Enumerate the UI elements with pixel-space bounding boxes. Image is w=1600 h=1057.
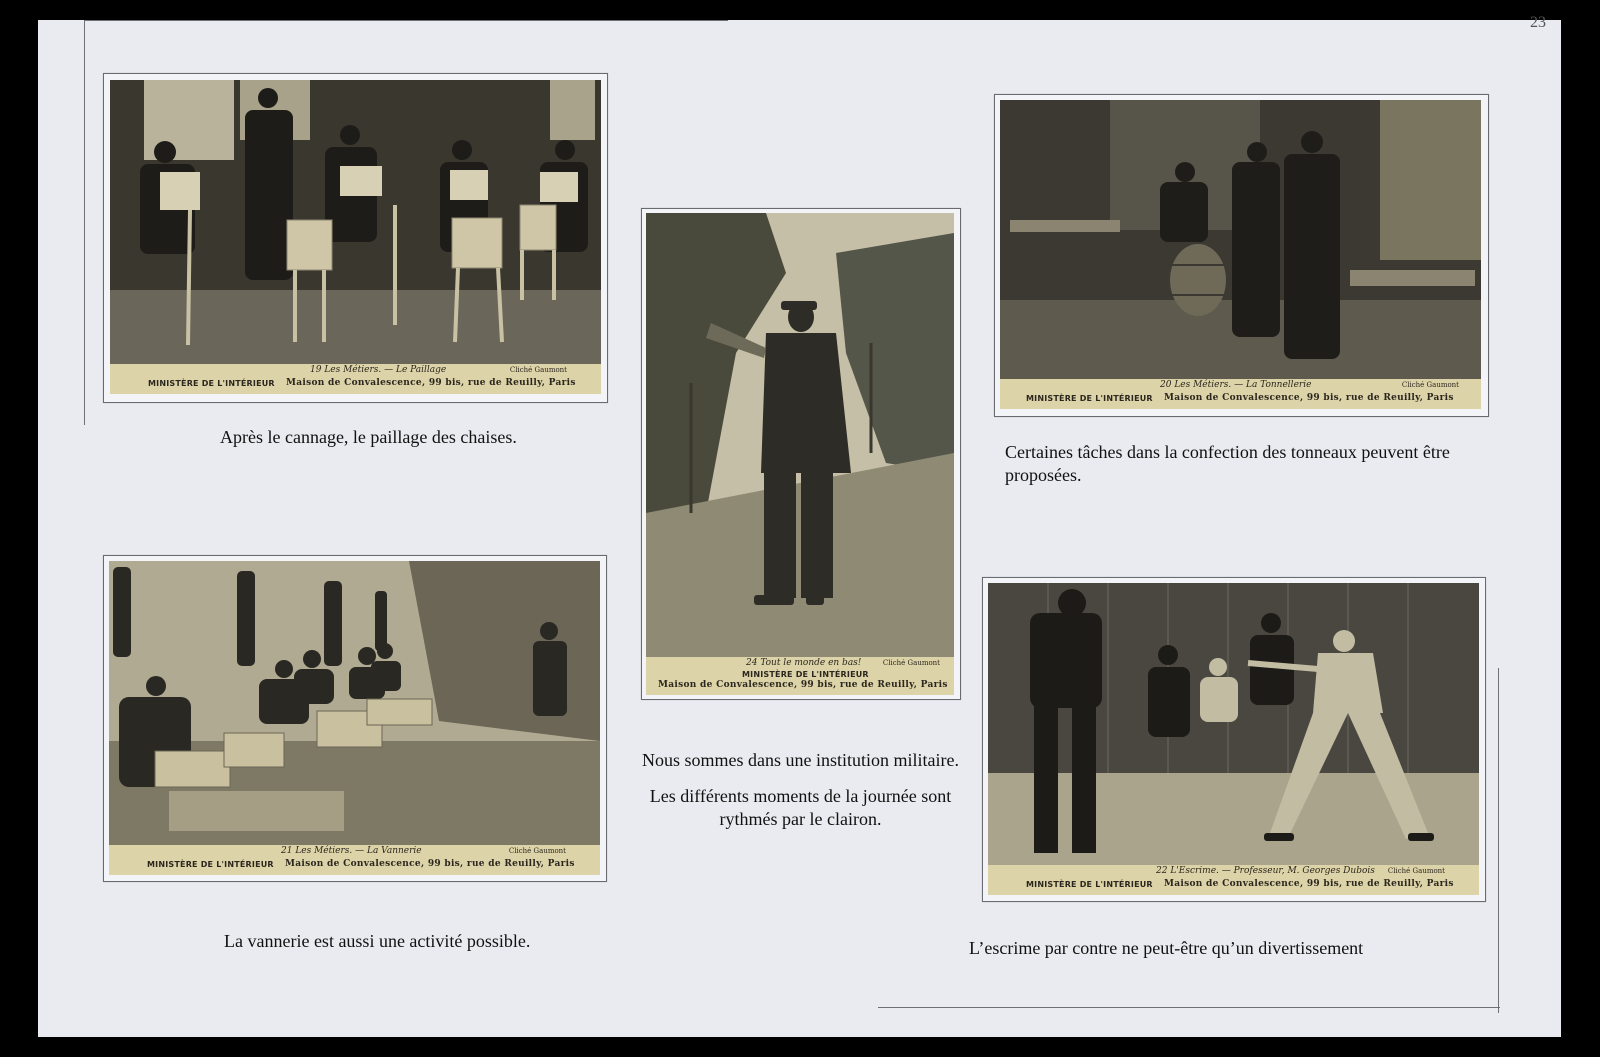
caption-paillage: Après le cannage, le paillage des chaises. — [220, 427, 517, 447]
caption-tonneaux: Certaines tâches dans la confection des tonneaux peuvent être proposées. — [1005, 442, 1450, 485]
photo-tonnellerie — [1000, 100, 1481, 379]
caption-vannerie: La vannerie est aussi une activité possible. — [224, 931, 531, 951]
ministry-label: MINISTÈRE DE L'INTÉRIEUR — [148, 379, 275, 388]
photo-vannerie — [109, 561, 600, 845]
postcard-mount-paillage — [103, 73, 608, 403]
address-label: Maison de Convalescence, 99 bis, rue de Reuilly, Paris — [285, 859, 575, 869]
photo-credit: Cliché Gaumont — [882, 659, 940, 667]
caption-clairon: Les différents moments de la journée sont rythmés par le clairon. — [649, 786, 952, 829]
address-label: Maison de Convalescence, 99 bis, rue de Reuilly, Paris — [1164, 393, 1454, 403]
postcard-clairon[interactable] — [646, 213, 954, 695]
photo-credit: Cliché Gaumont — [508, 847, 566, 855]
photo-escrime — [988, 583, 1479, 865]
ministry-label: MINISTÈRE DE L'INTÉRIEUR — [147, 860, 274, 869]
caption-strip — [109, 845, 600, 875]
address-label: Maison de Convalescence, 99 bis, rue de Reuilly, Paris — [1164, 879, 1454, 889]
postcard-vannerie[interactable] — [109, 561, 600, 875]
postcard-mount-vannerie — [103, 555, 607, 882]
caption-escrime: L’escrime par contre ne peut-être qu’un divertissement — [969, 938, 1364, 958]
postcard-number-title: 21 Les Métiers. — La Vannerie — [281, 846, 422, 856]
address-label: Maison de Convalescence, 99 bis, rue de Reuilly, Paris — [658, 680, 948, 690]
photo-credit: Cliché Gaumont — [1387, 867, 1445, 875]
postcard-mount-escrime — [982, 577, 1486, 902]
caption-militaire: Nous sommes dans une institution militaire. — [642, 750, 959, 770]
photo-clairon — [646, 213, 954, 657]
photo-credit: Cliché Gaumont — [1401, 381, 1459, 389]
caption-strip — [988, 865, 1479, 895]
postcard-number-title: 22 L'Escrime. — Professeur, M. Georges Dubois — [1156, 866, 1375, 876]
ministry-label: MINISTÈRE DE L'INTÉRIEUR — [1026, 394, 1153, 403]
postcard-mount-tonnellerie — [994, 94, 1489, 417]
album-page — [38, 14, 1561, 1037]
caption-strip — [110, 364, 601, 394]
right-rule — [1498, 668, 1499, 1013]
top-rule — [84, 20, 728, 21]
postcard-mount-clairon — [641, 208, 961, 700]
postcard-number-title: 19 Les Métiers. — Le Paillage — [310, 365, 447, 375]
postcard-number-title: 20 Les Métiers. — La Tonnellerie — [1160, 380, 1312, 390]
postcard-tonnellerie[interactable] — [1000, 100, 1481, 409]
left-rule — [84, 20, 85, 425]
address-label: Maison de Convalescence, 99 bis, rue de Reuilly, Paris — [286, 378, 576, 388]
photo-paillage — [110, 80, 601, 364]
postcard-escrime[interactable] — [988, 583, 1479, 895]
postcard-number-title: 24 Tout le monde en bas! — [746, 658, 862, 668]
ministry-label: MINISTÈRE DE L'INTÉRIEUR — [1026, 880, 1153, 889]
ministry-label: MINISTÈRE DE L'INTÉRIEUR — [742, 670, 869, 679]
photo-credit: Cliché Gaumont — [509, 366, 567, 374]
caption-strip — [646, 657, 954, 695]
postcard-paillage[interactable] — [110, 80, 601, 394]
page-number: 23 — [1530, 14, 1546, 31]
bottom-rule — [878, 1007, 1500, 1008]
caption-strip — [1000, 379, 1481, 409]
